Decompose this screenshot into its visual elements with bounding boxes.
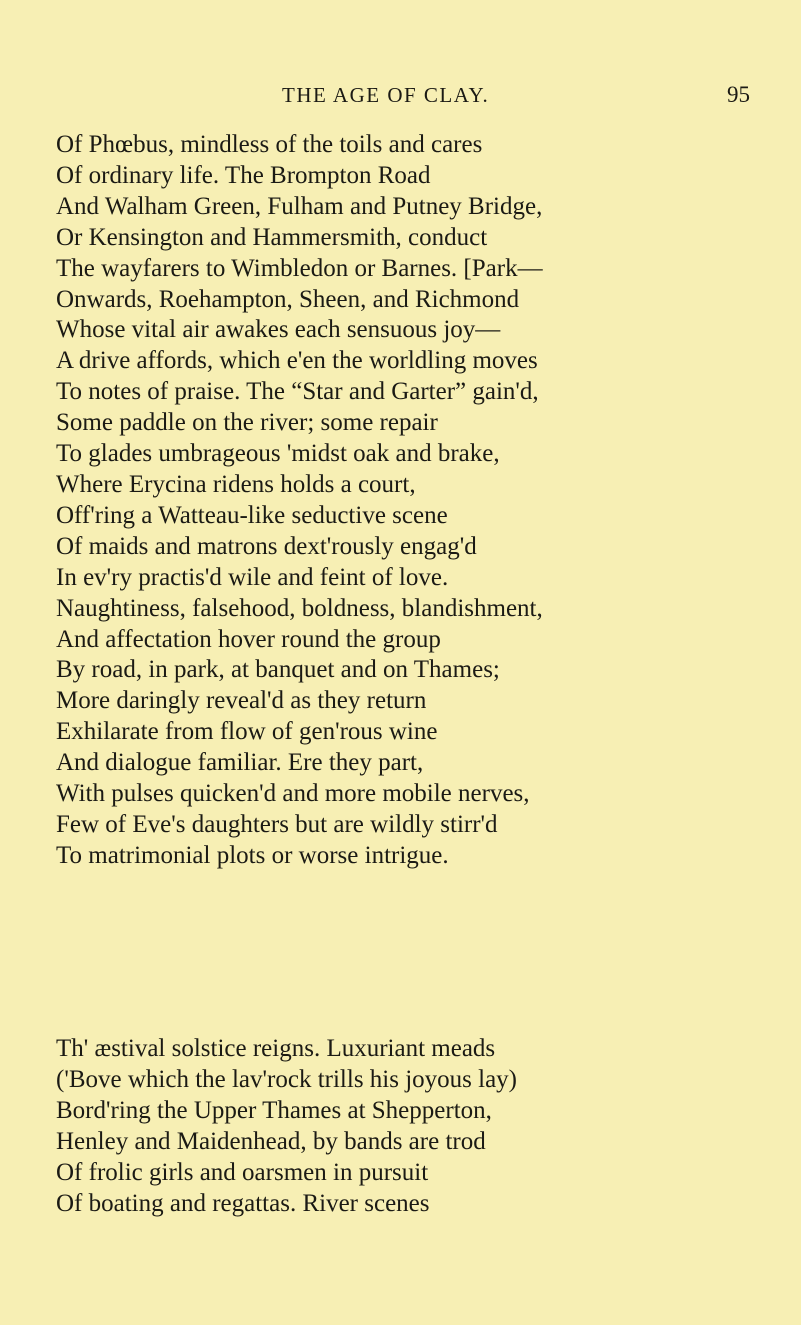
- poem-line: Of boating and regattas. River scenes: [56, 1189, 430, 1217]
- poem-line: Some paddle on the river; some repair: [56, 409, 438, 437]
- poem-line: And dialogue familiar. Ere they part,: [56, 749, 424, 777]
- poem-line: With pulses quicken'd and more mobile nerves,: [56, 780, 530, 808]
- poem-line: Off'ring a Watteau-like seductive scene: [56, 501, 448, 529]
- poem-line: A drive affords, which e'en the worldling moves: [56, 347, 538, 375]
- poem-line: And Walham Green, Fulham and Putney Bridge,: [56, 192, 543, 220]
- poem-line: More daringly reveal'd as they return: [56, 687, 427, 715]
- poem-line: Of ordinary life. The Brompton Road: [56, 161, 431, 189]
- running-head: [0, 80, 801, 110]
- poem-line: Of maids and matrons dext'rously engag'd: [56, 532, 477, 560]
- poem-line: In ev'ry practis'd wile and feint of love.: [56, 563, 449, 591]
- poem-line: Few of Eve's daughters but are wildly stirr'd: [56, 810, 498, 838]
- poem-line: Of frolic girls and oarsmen in pursuit: [56, 1158, 429, 1186]
- poem-line: Henley and Maidenhead, by bands are trod: [56, 1127, 486, 1155]
- running-title: THE AGE OF CLAY.: [282, 83, 490, 107]
- poem-line: The wayfarers to Wimbledon or Barnes. [Park—: [56, 254, 543, 282]
- poem-line: Bord'ring the Upper Thames at Shepperton,: [56, 1096, 492, 1124]
- poem-line: To notes of praise. The “Star and Garter” gain'd,: [56, 378, 539, 406]
- page-number: 95: [727, 82, 750, 107]
- poem-line: Whose vital air awakes each sensuous joy—: [56, 316, 501, 344]
- poem-line: Of Phœbus, mindless of the toils and cares: [56, 131, 483, 158]
- poem-line: To glades umbrageous 'midst oak and brake,: [56, 440, 500, 468]
- poem-line: Exhilarate from flow of gen'rous wine: [56, 718, 438, 746]
- poem-line: To matrimonial plots or worse intrigue.: [56, 841, 449, 869]
- poem-line: And affectation hover round the group: [56, 625, 441, 653]
- poem-line: Where Erycina ridens holds a court,: [56, 470, 416, 498]
- poem-line: Th' æstival solstice reigns. Luxuriant meads: [56, 1035, 496, 1062]
- poem-stanza-1: [56, 130, 776, 872]
- poem-stanza-2: [56, 1034, 776, 1219]
- poem-line: By road, in park, at banquet and on Thames;: [56, 656, 500, 684]
- poem-line: ('Bove which the lav'rock trills his joyous lay): [56, 1065, 518, 1093]
- poem-line: Naughtiness, falsehood, boldness, blandishment,: [56, 594, 543, 622]
- poem-line: Onwards, Roehampton, Sheen, and Richmond: [56, 285, 520, 313]
- poem-line: Or Kensington and Hammersmith, conduct: [56, 223, 488, 251]
